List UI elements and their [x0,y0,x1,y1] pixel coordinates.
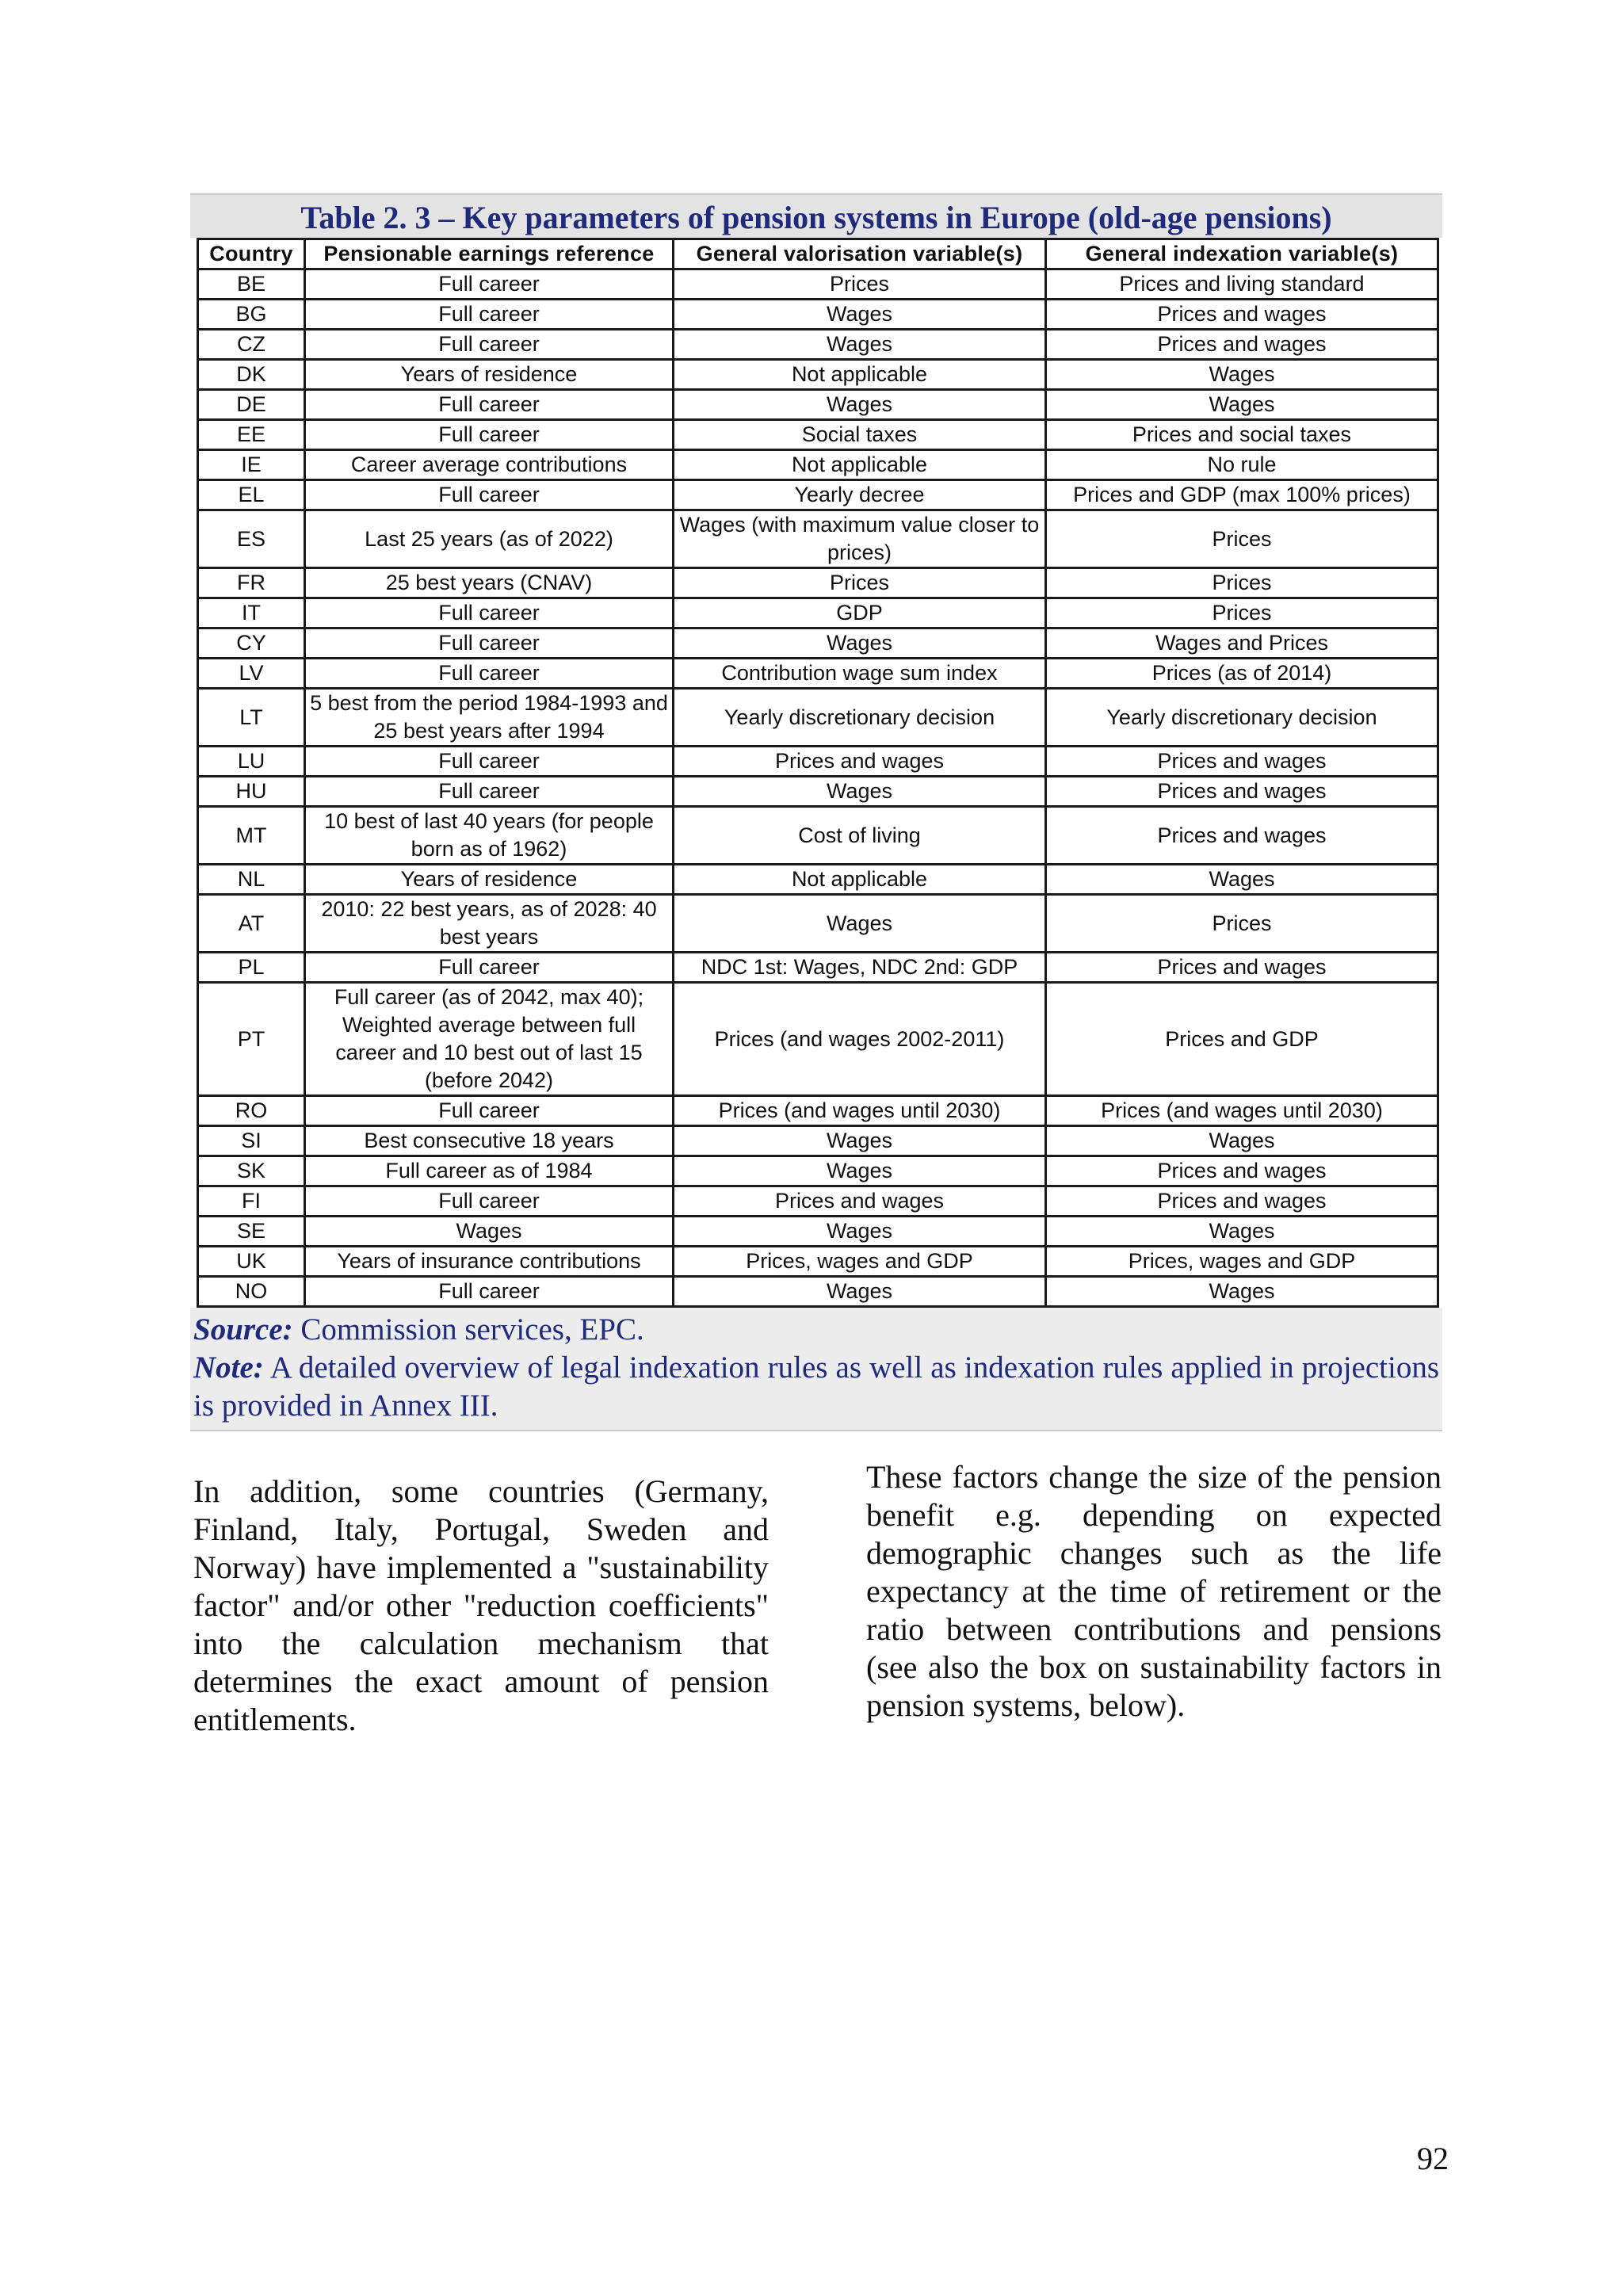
earnings-reference-cell: 10 best of last 40 years (for people born as of 1962) [305,807,674,865]
earnings-reference-cell: Years of residence [305,360,674,390]
table-row [198,983,1438,1096]
header-indexation: General indexation variable(s) [1046,239,1438,269]
country-cell: EL [198,480,305,510]
indexation-cell: Prices and social taxes [1046,420,1438,450]
indexation-cell: Yearly discretionary decision [1046,689,1438,747]
table-row [198,420,1438,450]
indexation-cell: Prices (as of 2014) [1046,659,1438,689]
valorisation-cell: Contribution wage sum index [674,659,1046,689]
indexation-cell: Prices and GDP (max 100% prices) [1046,480,1438,510]
table-row [198,300,1438,330]
table-row [198,1096,1438,1126]
valorisation-cell: Wages [674,1156,1046,1186]
earnings-reference-cell: Full career [305,300,674,330]
country-cell: LU [198,747,305,777]
valorisation-cell: Prices [674,568,1046,598]
indexation-cell: Prices and GDP [1046,983,1438,1096]
country-cell: FR [198,568,305,598]
table-row [198,659,1438,689]
indexation-cell: Prices [1046,568,1438,598]
country-cell: SI [198,1126,305,1156]
valorisation-cell: Prices (and wages until 2030) [674,1096,1046,1126]
earnings-reference-cell: Full career [305,747,674,777]
table-row [198,330,1438,360]
indexation-cell: Prices and wages [1046,300,1438,330]
valorisation-cell: GDP [674,598,1046,628]
page-number: 92 [1417,2141,1449,2176]
country-cell: SE [198,1217,305,1247]
valorisation-cell: Not applicable [674,450,1046,480]
table-row [198,1186,1438,1217]
country-cell: PL [198,953,305,983]
valorisation-cell: Wages [674,895,1046,953]
country-cell: DK [198,360,305,390]
table-row [198,747,1438,777]
earnings-reference-cell: Years of insurance contributions [305,1247,674,1277]
country-cell: IT [198,598,305,628]
table-row [198,1126,1438,1156]
table-row [198,390,1438,420]
table-row [198,1247,1438,1277]
body-paragraph-right: These factors change the size of the pension benefit e.g. depending on expected demographic changes such as the life expectancy at the time of retirement or the ratio between contributions and pensions (see also the box on sustainability factors in pension systems, below). [866,1459,1442,1723]
country-cell: ES [198,510,305,568]
earnings-reference-cell: Full career (as of 2042, max 40); Weighted average between full career and 10 best out of last 15 (before 2042) [305,983,674,1096]
earnings-reference-cell: 2010: 22 best years, as of 2028: 40 best years [305,895,674,953]
table-row [198,895,1438,953]
indexation-cell: Wages [1046,360,1438,390]
indexation-cell: Prices and wages [1046,953,1438,983]
indexation-cell: Wages [1046,865,1438,895]
source-line [193,1311,1439,1349]
note-label: Note: [193,1350,264,1385]
valorisation-cell: Yearly decree [674,480,1046,510]
country-cell: SK [198,1156,305,1186]
table-body [198,269,1438,1307]
country-cell: BE [198,269,305,300]
table-row [198,689,1438,747]
table-row [198,360,1438,390]
earnings-reference-cell: Full career [305,420,674,450]
valorisation-cell: Wages [674,777,1046,807]
country-cell: CZ [198,330,305,360]
valorisation-cell: Wages [674,1217,1046,1247]
valorisation-cell: Not applicable [674,865,1046,895]
valorisation-cell: Wages [674,390,1046,420]
country-cell: RO [198,1096,305,1126]
country-cell: PT [198,983,305,1096]
earnings-reference-cell: Full career [305,390,674,420]
valorisation-cell: Yearly discretionary decision [674,689,1046,747]
earnings-reference-cell: Last 25 years (as of 2022) [305,510,674,568]
earnings-reference-cell: Full career [305,628,674,659]
country-cell: FI [198,1186,305,1217]
body-paragraph-left: In addition, some countries (Germany, Finland, Italy, Portugal, Sweden and Norway) have implemented a "sustainability factor" and/or other "reduction coefficients" into the calculation mechanism that determines the exact amount of pension entitlements. [193,1473,769,1737]
valorisation-cell: Prices and wages [674,747,1046,777]
header-country: Country [198,239,305,269]
table-row [198,480,1438,510]
table-row [198,865,1438,895]
indexation-cell: Prices, wages and GDP [1046,1247,1438,1277]
indexation-cell: Prices and wages [1046,1156,1438,1186]
earnings-reference-cell: Years of residence [305,865,674,895]
country-cell: CY [198,628,305,659]
earnings-reference-cell: Full career [305,1277,674,1307]
country-cell: IE [198,450,305,480]
indexation-cell: Prices and wages [1046,1186,1438,1217]
earnings-reference-cell: Full career [305,1096,674,1126]
table-row [198,1217,1438,1247]
valorisation-cell: Social taxes [674,420,1046,450]
valorisation-cell: Wages [674,1277,1046,1307]
indexation-cell: Prices [1046,510,1438,568]
valorisation-cell: Not applicable [674,360,1046,390]
table-row [198,269,1438,300]
header-valorisation: General valorisation variable(s) [674,239,1046,269]
valorisation-cell: Cost of living [674,807,1046,865]
country-cell: LV [198,659,305,689]
country-cell: BG [198,300,305,330]
indexation-cell: Prices and wages [1046,777,1438,807]
indexation-cell: Prices [1046,598,1438,628]
valorisation-cell: NDC 1st: Wages, NDC 2nd: GDP [674,953,1046,983]
earnings-reference-cell: Wages [305,1217,674,1247]
table-row [198,450,1438,480]
indexation-cell: Prices and wages [1046,747,1438,777]
header-row [198,239,1438,269]
table-row [198,1277,1438,1307]
pension-parameters-table-block [190,193,1442,1431]
indexation-cell: Prices and wages [1046,330,1438,360]
note-line [193,1349,1439,1425]
earnings-reference-cell: Full career [305,269,674,300]
country-cell: AT [198,895,305,953]
valorisation-cell: Wages [674,1126,1046,1156]
earnings-reference-cell: Best consecutive 18 years [305,1126,674,1156]
earnings-reference-cell: Full career [305,480,674,510]
country-cell: MT [198,807,305,865]
earnings-reference-cell: Full career [305,659,674,689]
earnings-reference-cell: Full career [305,777,674,807]
valorisation-cell: Prices (and wages 2002-2011) [674,983,1046,1096]
country-cell: DE [198,390,305,420]
table-row [198,568,1438,598]
earnings-reference-cell: Full career [305,598,674,628]
header-earnings-reference: Pensionable earnings reference [305,239,674,269]
earnings-reference-cell: Full career [305,953,674,983]
indexation-cell: Prices (and wages until 2030) [1046,1096,1438,1126]
table-title: Table 2. 3 – Key parameters of pension systems in Europe (old-age pensions) [190,193,1442,238]
country-cell: HU [198,777,305,807]
table-row [198,777,1438,807]
earnings-reference-cell: Full career [305,330,674,360]
note-text: A detailed overview of legal indexation rules as well as indexation rules applied in projections is provided in Annex III. [193,1350,1439,1423]
country-cell: NL [198,865,305,895]
valorisation-cell: Prices [674,269,1046,300]
indexation-cell: Prices and wages [1046,807,1438,865]
valorisation-cell: Wages (with maximum value closer to prices) [674,510,1046,568]
indexation-cell: Prices [1046,895,1438,953]
country-cell: EE [198,420,305,450]
source-text: Commission services, EPC. [292,1312,644,1347]
indexation-cell: Wages [1046,390,1438,420]
table-row [198,598,1438,628]
indexation-cell: Wages [1046,1277,1438,1307]
earnings-reference-cell: Full career as of 1984 [305,1156,674,1186]
country-cell: NO [198,1277,305,1307]
country-cell: UK [198,1247,305,1277]
indexation-cell: No rule [1046,450,1438,480]
indexation-cell: Wages and Prices [1046,628,1438,659]
table-row [198,510,1438,568]
valorisation-cell: Prices and wages [674,1186,1046,1217]
indexation-cell: Prices and living standard [1046,269,1438,300]
pension-parameters-table [197,238,1439,1308]
country-cell: LT [198,689,305,747]
source-note-block [190,1308,1442,1431]
valorisation-cell: Wages [674,330,1046,360]
earnings-reference-cell: Full career [305,1186,674,1217]
earnings-reference-cell: 5 best from the period 1984-1993 and 25 best years after 1994 [305,689,674,747]
table-row [198,953,1438,983]
table-header [198,239,1438,269]
valorisation-cell: Wages [674,300,1046,330]
valorisation-cell: Prices, wages and GDP [674,1247,1046,1277]
indexation-cell: Wages [1046,1126,1438,1156]
valorisation-cell: Wages [674,628,1046,659]
table-row [198,1156,1438,1186]
table-row [198,807,1438,865]
earnings-reference-cell: Career average contributions [305,450,674,480]
source-label: Source: [193,1312,293,1347]
indexation-cell: Wages [1046,1217,1438,1247]
earnings-reference-cell: 25 best years (CNAV) [305,568,674,598]
table-row [198,628,1438,659]
